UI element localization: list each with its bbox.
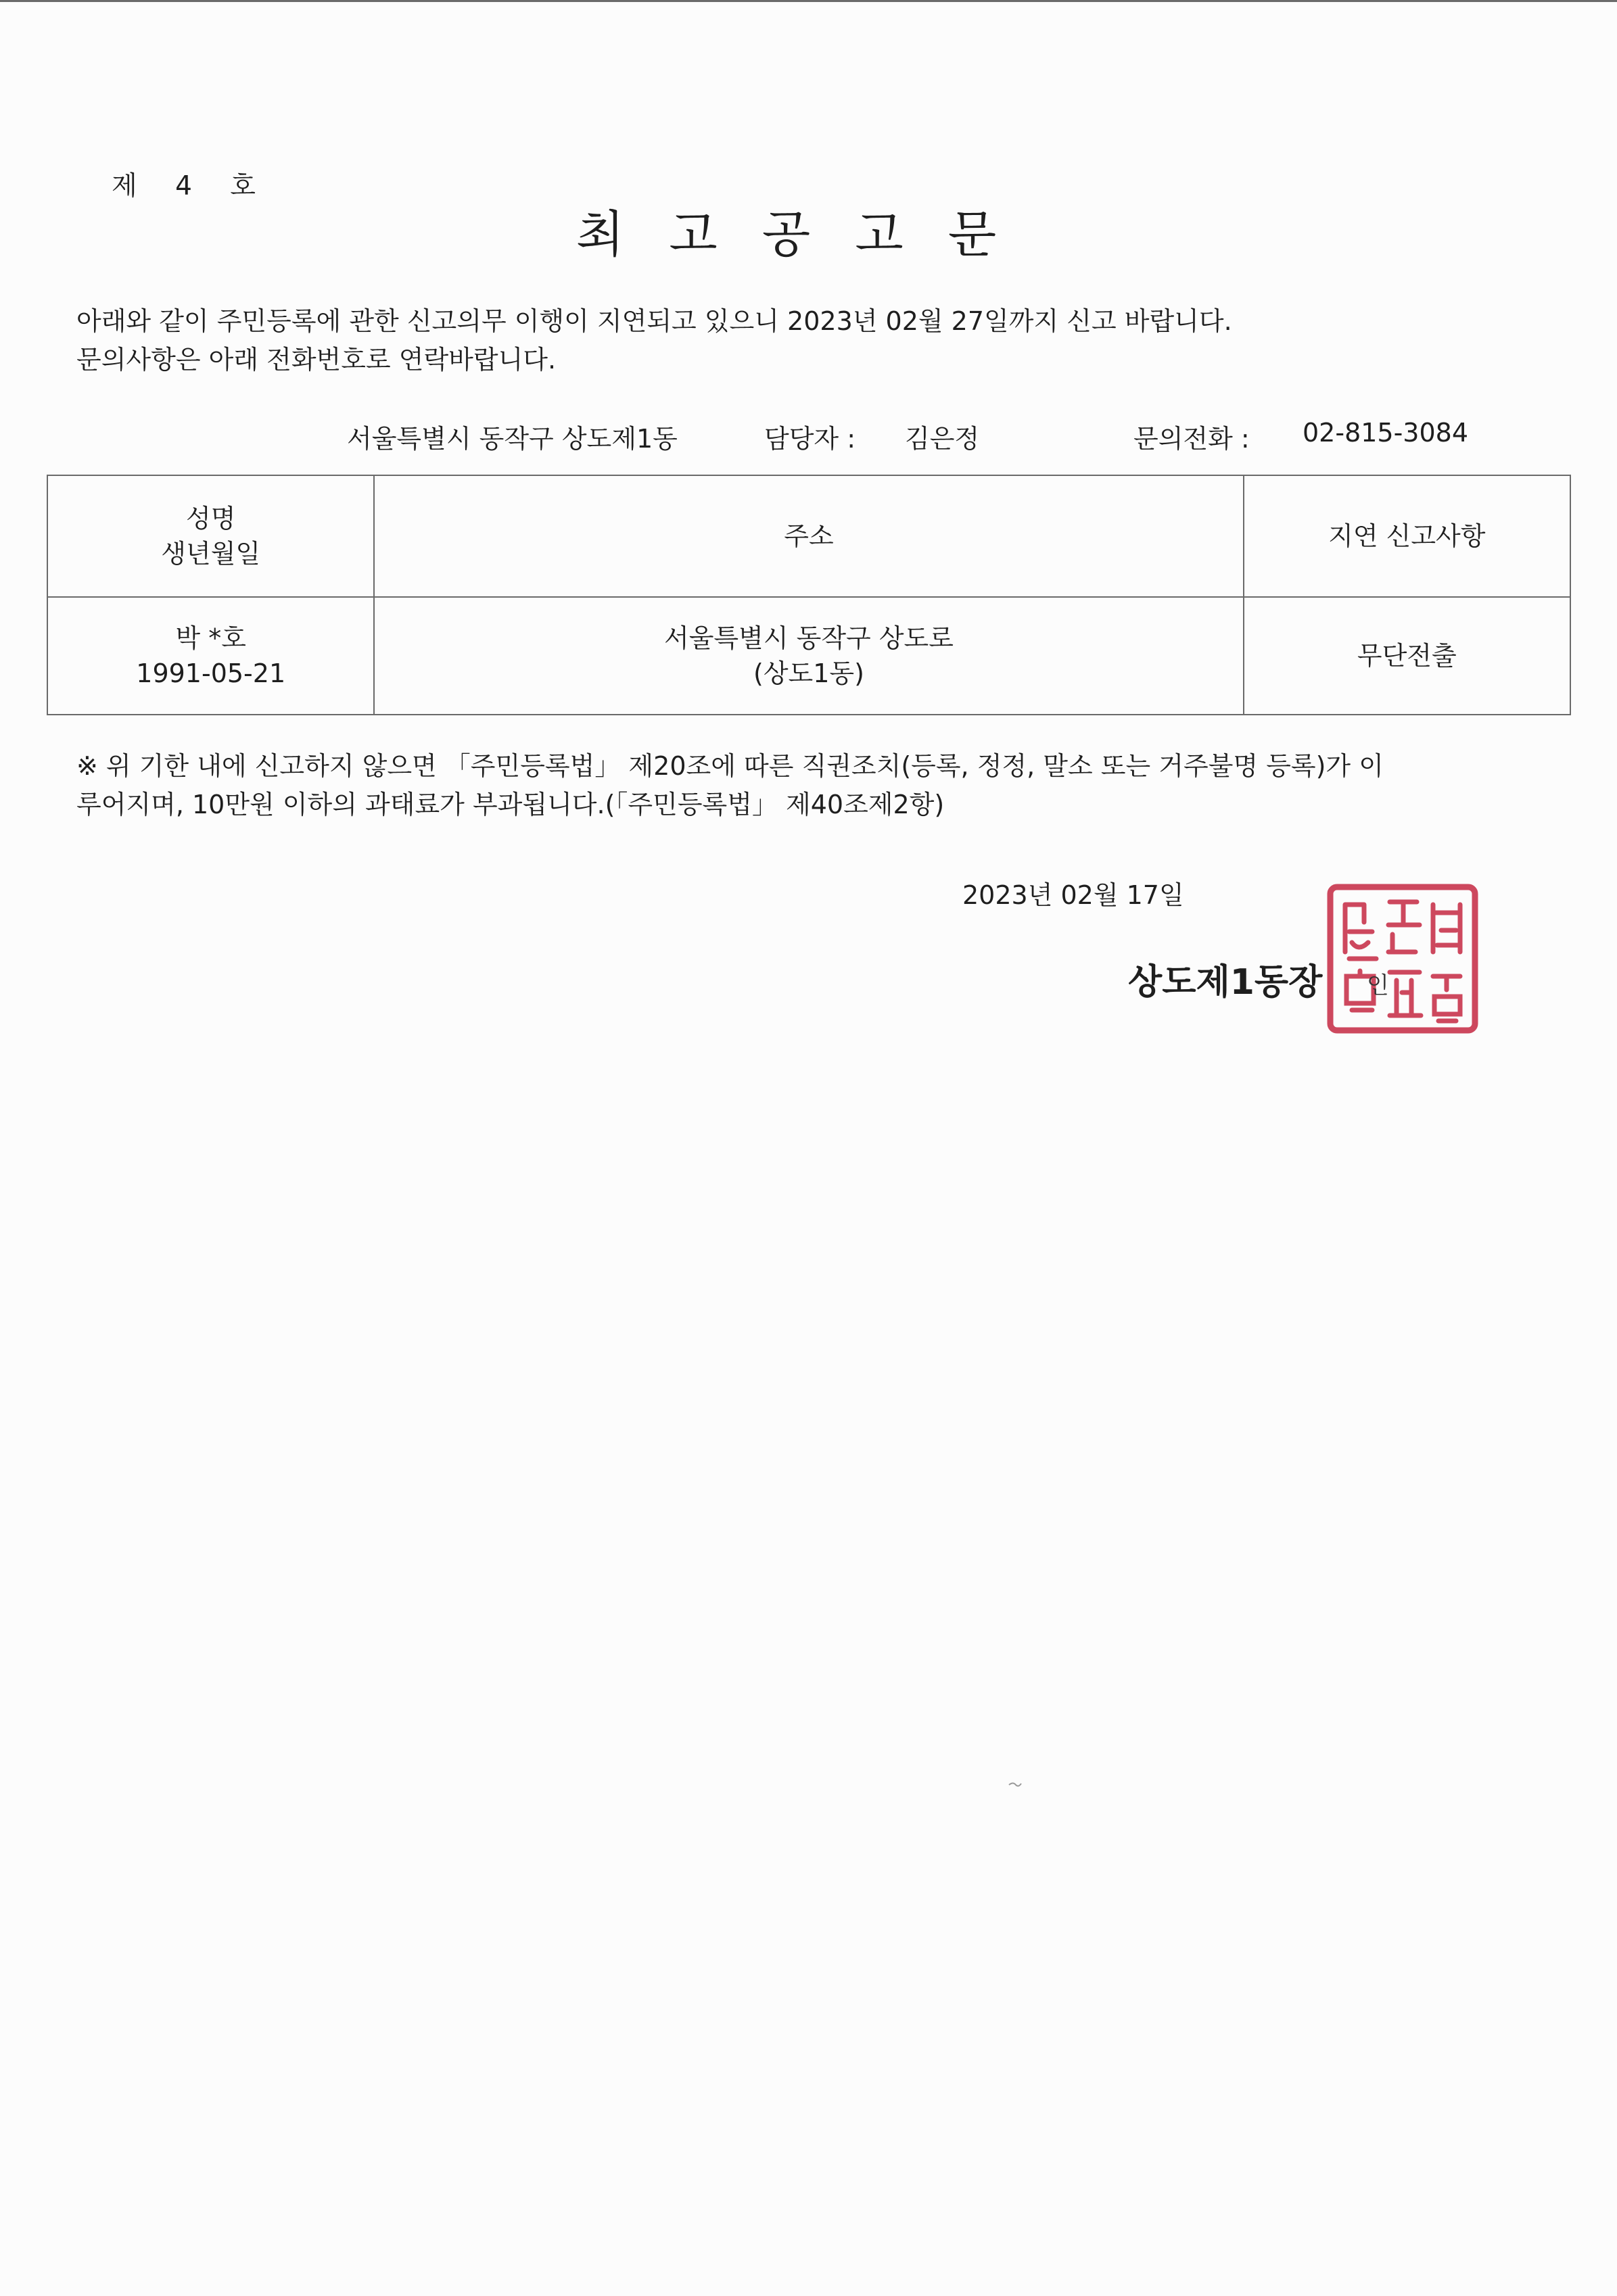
notice-table: [47, 475, 1571, 715]
contact-manager-name: 김은정: [905, 424, 980, 454]
contact-manager-label: 담당자 :: [764, 424, 856, 454]
document-number: 제 4 호: [112, 171, 271, 201]
header-address: 주소: [374, 475, 1243, 597]
seal-mark: 인: [1367, 972, 1389, 999]
header-birth-date: 생년월일: [161, 539, 261, 569]
contact-office: 서울특별시 동작구 상도제1동: [347, 424, 678, 454]
issue-date: 2023년 02월 17일: [962, 880, 1184, 910]
official-seal-stamp: [1322, 878, 1484, 1040]
table-header-row: [47, 475, 1570, 597]
document-title: 최고공고문: [576, 206, 1041, 264]
cell-name: 박 *호: [175, 623, 246, 653]
cell-delayed-item: 무단전출: [1244, 597, 1570, 715]
header-name: 성명: [186, 504, 236, 533]
top-border-line: [0, 0, 1617, 2]
warning-line: ※ 위 기한 내에 신고하지 않으면 「주민등록법」 제20조에 따른 직권조치(등록, 정정, 말소 또는 거주불명 등록)가 이: [76, 751, 1384, 781]
contact-phone-label: 문의전화 :: [1133, 424, 1250, 454]
signer-title: 상도제1동장: [1128, 962, 1323, 1003]
header-delayed-item: 지연 신고사항: [1244, 475, 1570, 597]
cell-address-line: (상도1동): [753, 659, 864, 688]
cell-name-birth: [47, 597, 374, 715]
warning-line: 루어지며, 10만원 이하의 과태료가 부과됩니다.(「주민등록법」 제40조제2항): [76, 790, 945, 819]
scan-speck: [1008, 1781, 1023, 1788]
contact-phone-number: 02-815-3084: [1303, 418, 1469, 448]
table-row: [47, 597, 1570, 715]
warning-paragraph: [76, 747, 1554, 824]
cell-address: [374, 597, 1243, 715]
intro-line: 문의사항은 아래 전화번호로 연락바랍니다.: [76, 345, 557, 375]
cell-birth-date: 1991-05-21: [136, 659, 286, 688]
header-name-birth: [47, 475, 374, 597]
intro-paragraph: [76, 302, 1232, 379]
intro-line: 아래와 같이 주민등록에 관한 신고의무 이행이 지연되고 있으니 2023년 02월 27일까지 신고 바랍니다.: [76, 306, 1232, 336]
cell-address-line: 서울특별시 동작구 상도로: [664, 623, 954, 653]
